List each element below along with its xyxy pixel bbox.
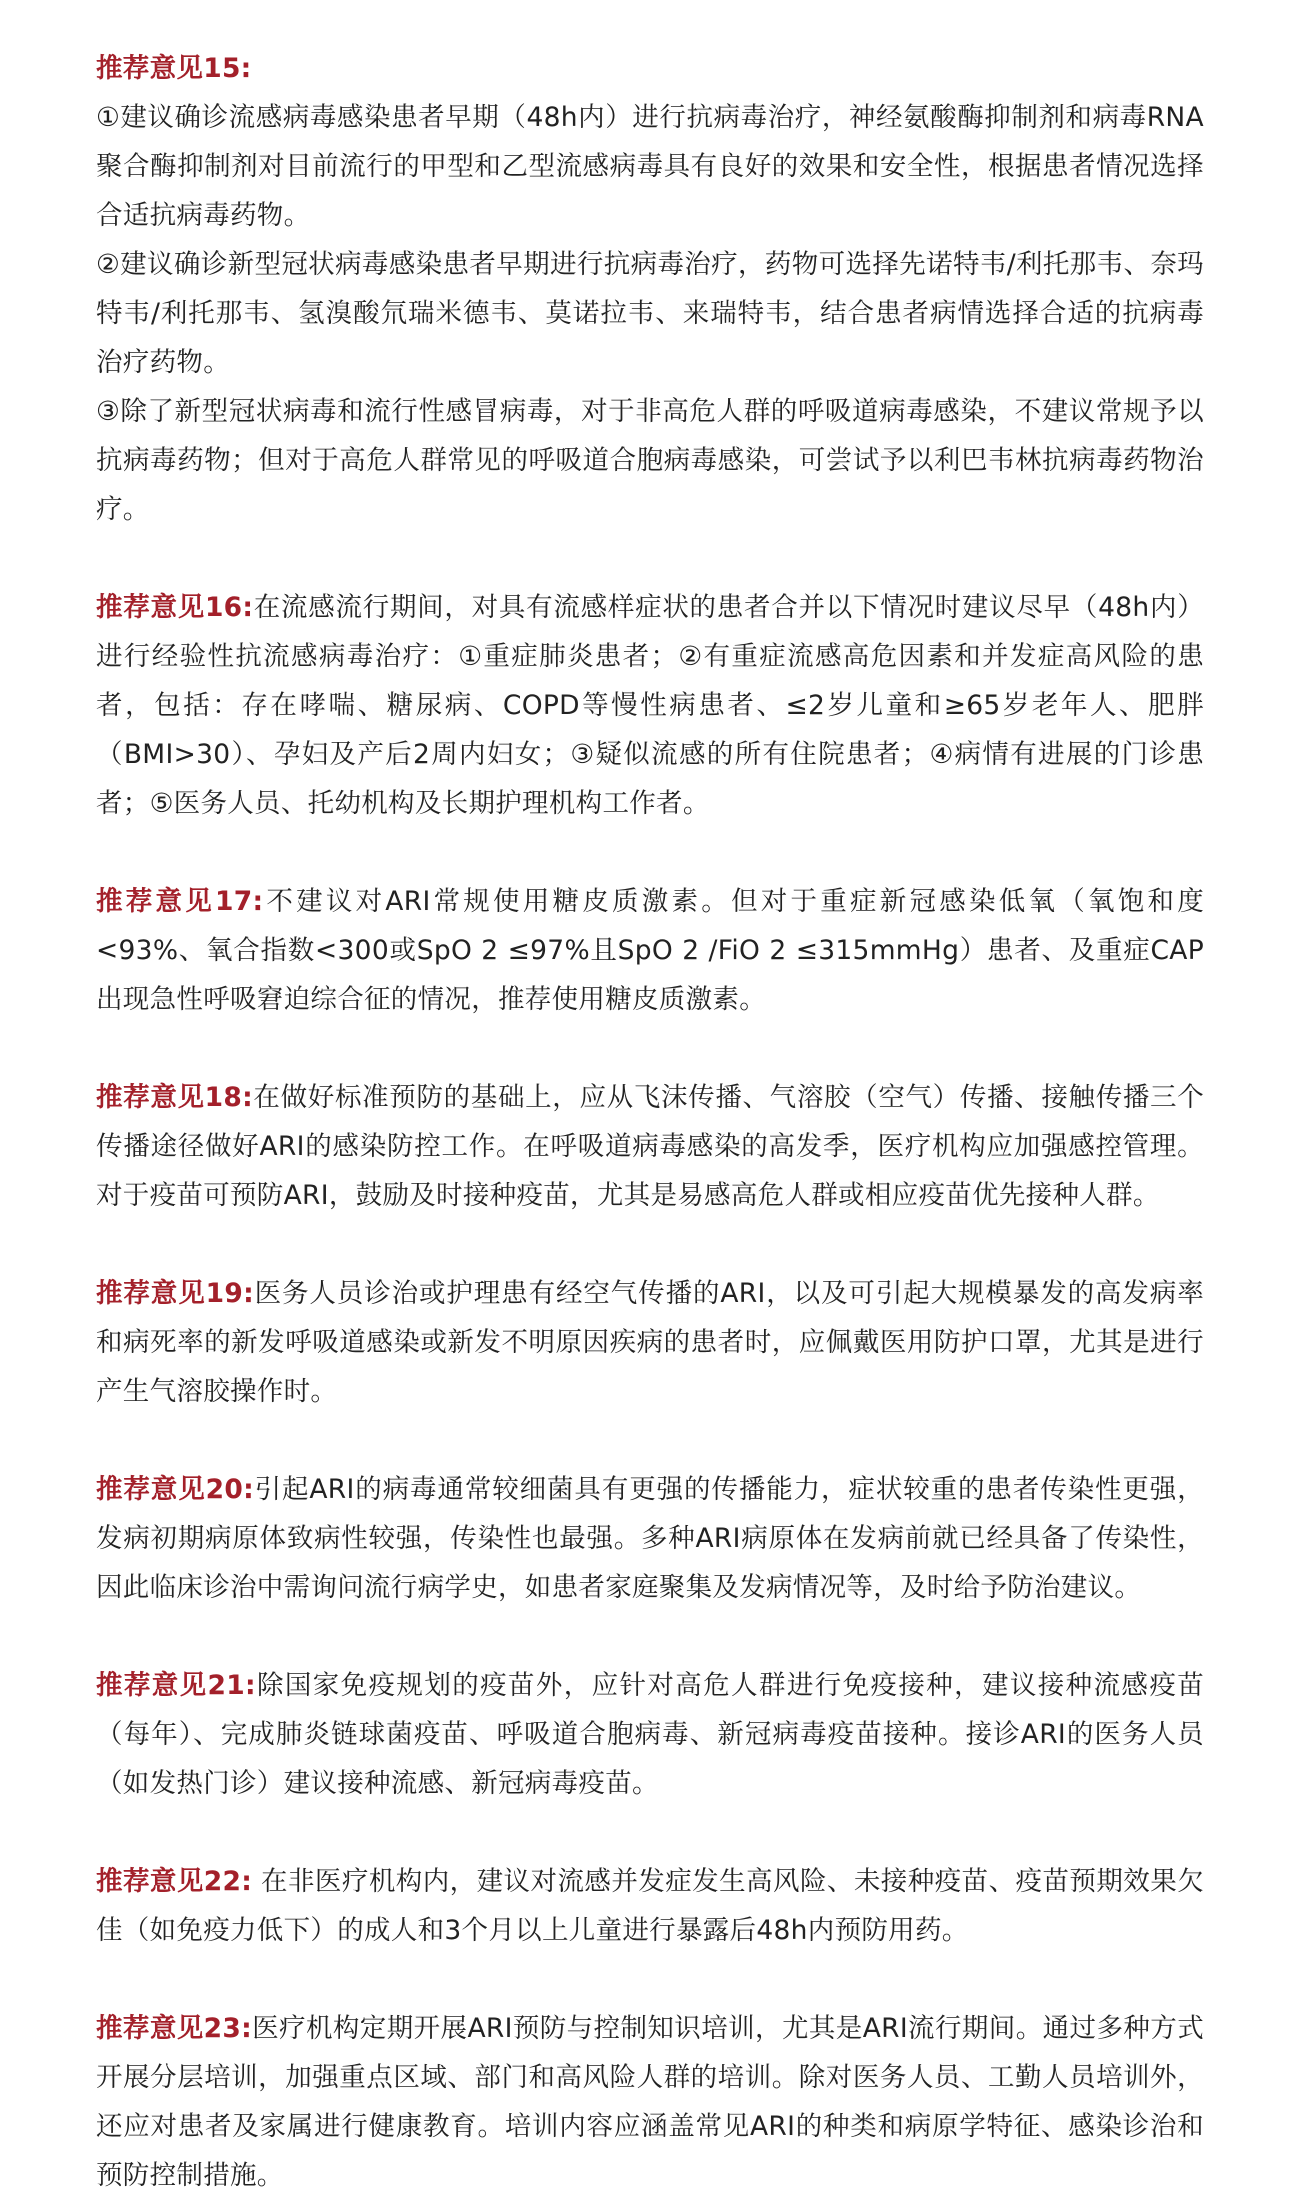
recommendation-text: 在非医疗机构内，建议对流感并发症发生高风险、未接种疫苗、疫苗预期效果欠佳（如免疫力低下）的成人和3个月以上儿童进行暴露后48h内预防用药。: [96, 1866, 1204, 1946]
recommendation-text: 不建议对ARI常规使用糖皮质激素。但对于重症新冠感染低氧（氧饱和度<93%、氧合指数<300或SpO 2 ≤97%且SpO 2 /FiO 2 ≤315mmHg）患者、及重症CAP出现急性呼吸窘迫综合征的情况，推荐使用糖皮质激素。: [96, 886, 1204, 1015]
recommendation-label: 推荐意见15:: [96, 53, 252, 84]
recommendation-text: 医务人员诊治或护理患有经空气传播的ARI，以及可引起大规模暴发的高发病率和病死率的新发呼吸道感染或新发不明原因疾病的患者时，应佩戴医用防护口罩，尤其是进行产生气溶胶操作时。: [96, 1278, 1205, 1407]
recommendation-text: 医疗机构定期开展ARI预防与控制知识培训，尤其是ARI流行期间。通过多种方式开展分层培训，加强重点区域、部门和高风险人群的培训。除对医务人员、工勤人员培训外，还应对患者及家属进行健康教育。培训内容应涵盖常见ARI的种类和病原学特征、感染诊治和预防控制措施。: [96, 2013, 1204, 2191]
recommendation-label: 推荐意见21:: [96, 1670, 256, 1701]
recommendation-label: 推荐意见20:: [96, 1474, 254, 1505]
recommendation-19: [96, 1269, 1204, 1416]
recommendation-16: [96, 583, 1204, 828]
recommendation-text: 引起ARI的病毒通常较细菌具有更强的传播能力，症状较重的患者传染性更强，发病初期病原体致病性较强，传染性也最强。多种ARI病原体在发病前就已经具备了传染性，因此临床诊治中需询问流行病学史，如患者家庭聚集及发病情况等，及时给予防治建议。: [96, 1474, 1205, 1603]
recommendation-paragraph: ③除了新型冠状病毒和流行性感冒病毒，对于非高危人群的呼吸道病毒感染，不建议常规予以抗病毒药物；但对于高危人群常见的呼吸道合胞病毒感染，可尝试予以利巴韦林抗病毒药物治疗。: [96, 396, 1204, 525]
recommendation-text: 除国家免疫规划的疫苗外，应针对高危人群进行免疫接种，建议接种流感疫苗（每年）、完成肺炎链球菌疫苗、呼吸道合胞病毒、新冠病毒疫苗接种。接诊ARI的医务人员（如发热门诊）建议接种流感、新冠病毒疫苗。: [96, 1670, 1205, 1799]
recommendation-23: [96, 2004, 1204, 2200]
recommendation-paragraph: ②建议确诊新型冠状病毒感染患者早期进行抗病毒治疗，药物可选择先诺特韦/利托那韦、奈玛特韦/利托那韦、氢溴酸氘瑞米德韦、莫诺拉韦、来瑞特韦，结合患者病情选择合适的抗病毒治疗药物。: [96, 249, 1204, 378]
recommendation-22: [96, 1857, 1204, 1955]
recommendation-20: [96, 1465, 1204, 1612]
recommendation-label: 推荐意见16:: [96, 592, 254, 623]
recommendation-label: 推荐意见17:: [96, 886, 264, 917]
recommendation-paragraph: ①建议确诊流感病毒感染患者早期（48h内）进行抗病毒治疗，神经氨酸酶抑制剂和病毒RNA聚合酶抑制剂对目前流行的甲型和乙型流感病毒具有良好的效果和安全性，根据患者情况选择合适抗病毒药物。: [96, 102, 1204, 231]
recommendation-label: 推荐意见22:: [96, 1866, 253, 1897]
recommendation-label: 推荐意见18:: [96, 1082, 254, 1113]
recommendation-15: [96, 44, 1204, 534]
recommendation-21: [96, 1661, 1204, 1808]
recommendation-text: 在流感流行期间，对具有流感样症状的患者合并以下情况时建议尽早（48h内）进行经验性抗流感病毒治疗：①重症肺炎患者；②有重症流感高危因素和并发症高风险的患者，包括：存在哮喘、糖尿病、COPD等慢性病患者、≤2岁儿童和≥65岁老年人、肥胖（BMI>30）、孕妇及产后2周内妇女；③疑似流感的所有住院患者；④病情有进展的门诊患者；⑤医务人员、托幼机构及长期护理机构工作者。: [96, 592, 1204, 819]
recommendation-18: [96, 1073, 1204, 1220]
recommendation-label: 推荐意见19:: [96, 1278, 254, 1309]
recommendation-17: [96, 877, 1204, 1024]
recommendation-text: 在做好标准预防的基础上，应从飞沫传播、气溶胶（空气）传播、接触传播三个传播途径做好ARI的感染防控工作。在呼吸道病毒感染的高发季，医疗机构应加强感控管理。对于疫苗可预防ARI，鼓励及时接种疫苗，尤其是易感高危人群或相应疫苗优先接种人群。: [96, 1082, 1205, 1211]
recommendation-label: 推荐意见23:: [96, 2013, 253, 2044]
